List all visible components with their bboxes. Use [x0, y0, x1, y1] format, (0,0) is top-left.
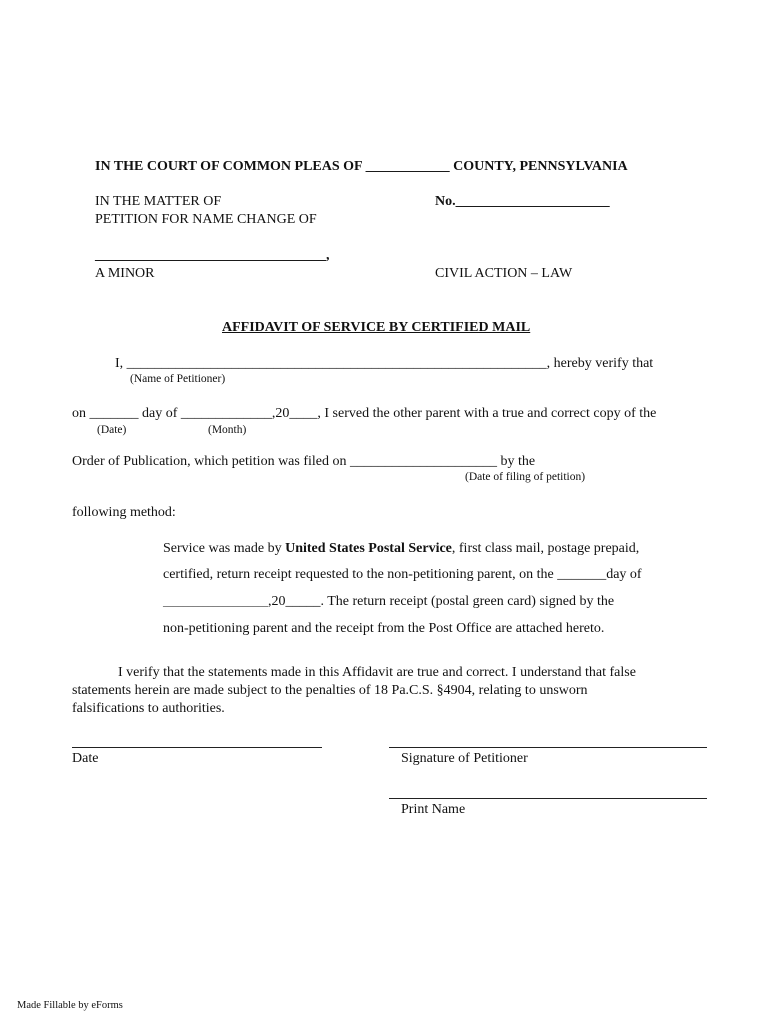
verification-line-2: statements herein are made subject to the penalties of 18 Pa.C.S. §4904, relating to unsworn [72, 683, 588, 698]
county-field[interactable]: ____________ [365, 159, 450, 174]
date-signature-line[interactable] [72, 747, 322, 748]
petitioner-name-caption: (Name of Petitioner) [130, 373, 226, 385]
year-prefix: ,20 [271, 406, 290, 421]
print-name-label: Print Name [401, 802, 466, 817]
day-of-label: day of [142, 406, 178, 421]
order-prefix: Order of Publication, which petition was filed on [72, 454, 347, 469]
verify-line [115, 356, 653, 372]
receipt-date-field[interactable]: _____________________ [163, 597, 268, 608]
date-label: Date [72, 751, 99, 766]
footer-credit: Made Fillable by eForms [17, 1000, 123, 1011]
case-number [435, 194, 610, 210]
court-heading [95, 159, 628, 175]
service-day-field[interactable]: _______ [89, 406, 139, 421]
matter-line-2: PETITION FOR NAME CHANGE OF [95, 212, 317, 227]
case-no-label: No. [435, 194, 456, 209]
method-l3-rest: ,20_____. The return receipt (postal green card) signed by the [268, 594, 615, 609]
service-rest: , I served the other parent with a true and correct copy of the [317, 406, 657, 421]
usps-bold: United States Postal Service [285, 541, 452, 556]
verify-prefix: I, [115, 356, 124, 371]
minor-name-field[interactable]: _________________________________, [95, 248, 330, 263]
court-prefix: IN THE COURT OF COMMON PLEAS OF [95, 159, 363, 174]
method-l1-prefix: Service was made by [163, 541, 282, 556]
service-line [72, 406, 656, 422]
method-l1-suffix: , first class mail, postage prepaid, [451, 541, 640, 556]
petitioner-name-field[interactable]: ____________________________________________________________ [126, 356, 547, 371]
case-no-field[interactable]: ______________________ [455, 194, 610, 209]
method-line-3 [163, 594, 614, 610]
order-suffix: by the [500, 454, 536, 469]
method-line-2[interactable]: certified, return receipt requested to the non-petitioning parent, on the _______day of [163, 567, 642, 582]
verify-suffix: , hereby verify that [546, 356, 654, 371]
court-suffix: COUNTY, PENNSYLVANIA [453, 159, 628, 174]
minor-label: A MINOR [95, 266, 155, 281]
method-line-4: non-petitioning parent and the receipt from the Post Office are attached hereto. [163, 621, 605, 636]
service-month-field[interactable]: _____________ [180, 406, 272, 421]
method-line-1 [163, 541, 639, 557]
print-name-line[interactable] [389, 798, 707, 799]
document-title: AFFIDAVIT OF SERVICE BY CERTIFIED MAIL [222, 320, 531, 335]
service-year-field[interactable]: ____ [289, 406, 318, 421]
month-caption: (Month) [208, 424, 247, 436]
filing-date-caption: (Date of filing of petition) [465, 471, 586, 483]
order-line [72, 454, 535, 470]
on-label: on [72, 406, 86, 421]
signature-label: Signature of Petitioner [401, 751, 528, 766]
filing-date-field[interactable]: _____________________ [350, 454, 497, 469]
matter-line-1: IN THE MATTER OF [95, 194, 222, 209]
method-label: following method: [72, 505, 176, 520]
verification-line-3: falsifications to authorities. [72, 701, 225, 716]
civil-action-label: CIVIL ACTION – LAW [435, 266, 573, 281]
date-caption: (Date) [97, 424, 127, 436]
petitioner-signature-line[interactable] [389, 747, 707, 748]
verification-line-1: I verify that the statements made in this Affidavit are true and correct. I understand that false [118, 665, 636, 680]
